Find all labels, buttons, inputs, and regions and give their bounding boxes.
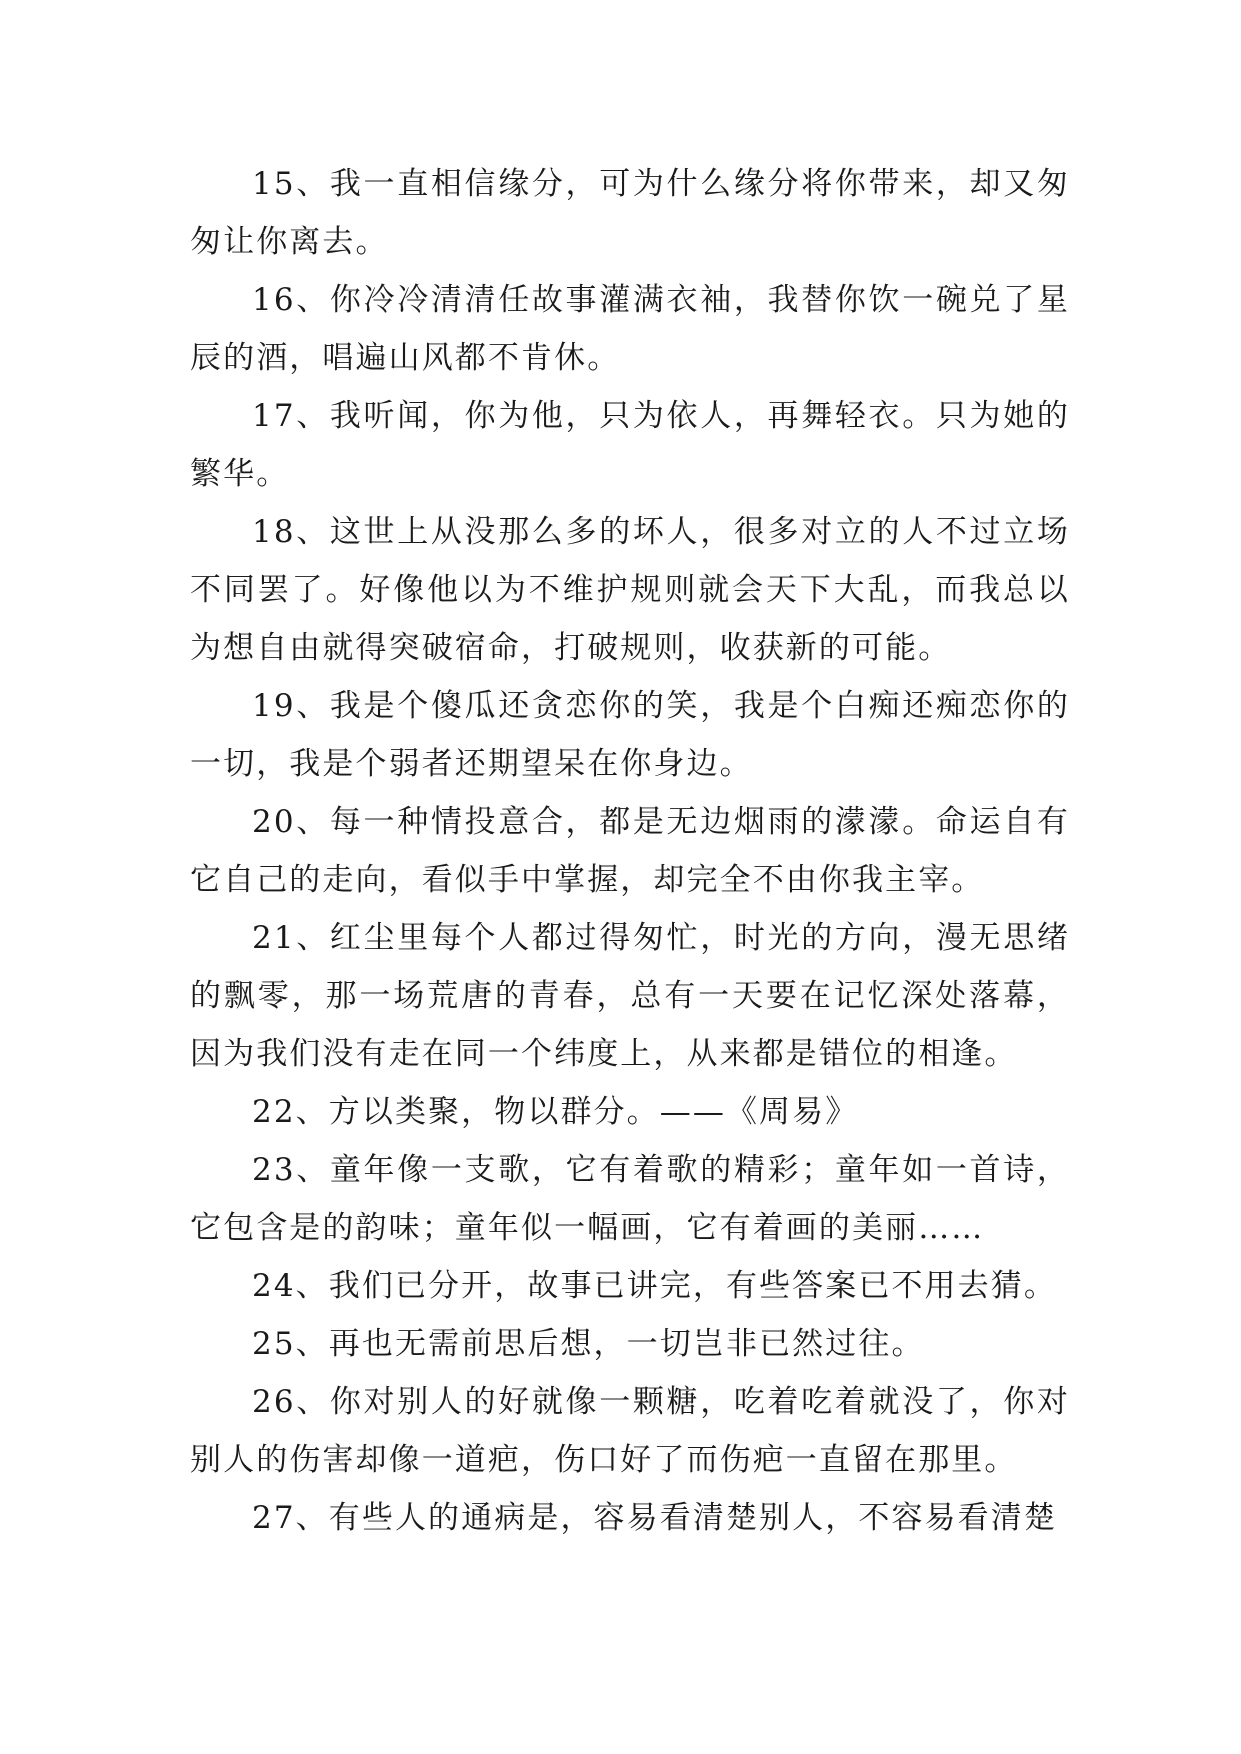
- paragraph-23: 23、童年像一支歌，它有着歌的精彩；童年如一首诗，它包含是的韵味；童年似一幅画，它有着画的美丽……: [190, 1152, 1070, 1246]
- paragraph-18: 18、这世上从没那么多的坏人，很多对立的人不过立场不同罢了。好像他以为不维护规则就会天下大乱，而我总以为想自由就得突破宿命，打破规则，收获新的可能。: [190, 514, 1070, 666]
- paragraph-15: 15、我一直相信缘分，可为什么缘分将你带来，却又匆匆让你离去。: [190, 166, 1070, 260]
- document-body: [190, 155, 1070, 1547]
- paragraph-19: 19、我是个傻瓜还贪恋你的笑，我是个白痴还痴恋你的一切，我是个弱者还期望呆在你身边。: [190, 688, 1070, 782]
- paragraph-25: 25、再也无需前思后想，一切岂非已然过往。: [252, 1326, 925, 1362]
- paragraph-16: 16、你冷冷清清任故事灌满衣袖，我替你饮一碗兑了星辰的酒，唱遍山风都不肯休。: [190, 282, 1070, 376]
- paragraph-22: 22、方以类聚，物以群分。——《周易》: [252, 1094, 859, 1130]
- paragraph-17: 17、我听闻，你为他，只为依人，再舞轻衣。只为她的繁华。: [190, 398, 1070, 492]
- paragraph-26: 26、你对别人的好就像一颗糖，吃着吃着就没了，你对别人的伤害却像一道疤，伤口好了而伤疤一直留在那里。: [190, 1384, 1070, 1478]
- paragraph-20: 20、每一种情投意合，都是无边烟雨的濛濛。命运自有它自己的走向，看似手中掌握，却完全不由你我主宰。: [190, 804, 1070, 898]
- paragraph-21: 21、红尘里每个人都过得匆忙，时光的方向，漫无思绪的飘零，那一场荒唐的青春，总有一天要在记忆深处落幕，因为我们没有走在同一个纬度上，从来都是错位的相逢。: [190, 920, 1070, 1072]
- paragraph-24: 24、我们已分开，故事已讲完，有些答案已不用去猜。: [252, 1268, 1057, 1304]
- paragraph-27: 27、有些人的通病是，容易看清楚别人，不容易看清楚: [252, 1500, 1057, 1536]
